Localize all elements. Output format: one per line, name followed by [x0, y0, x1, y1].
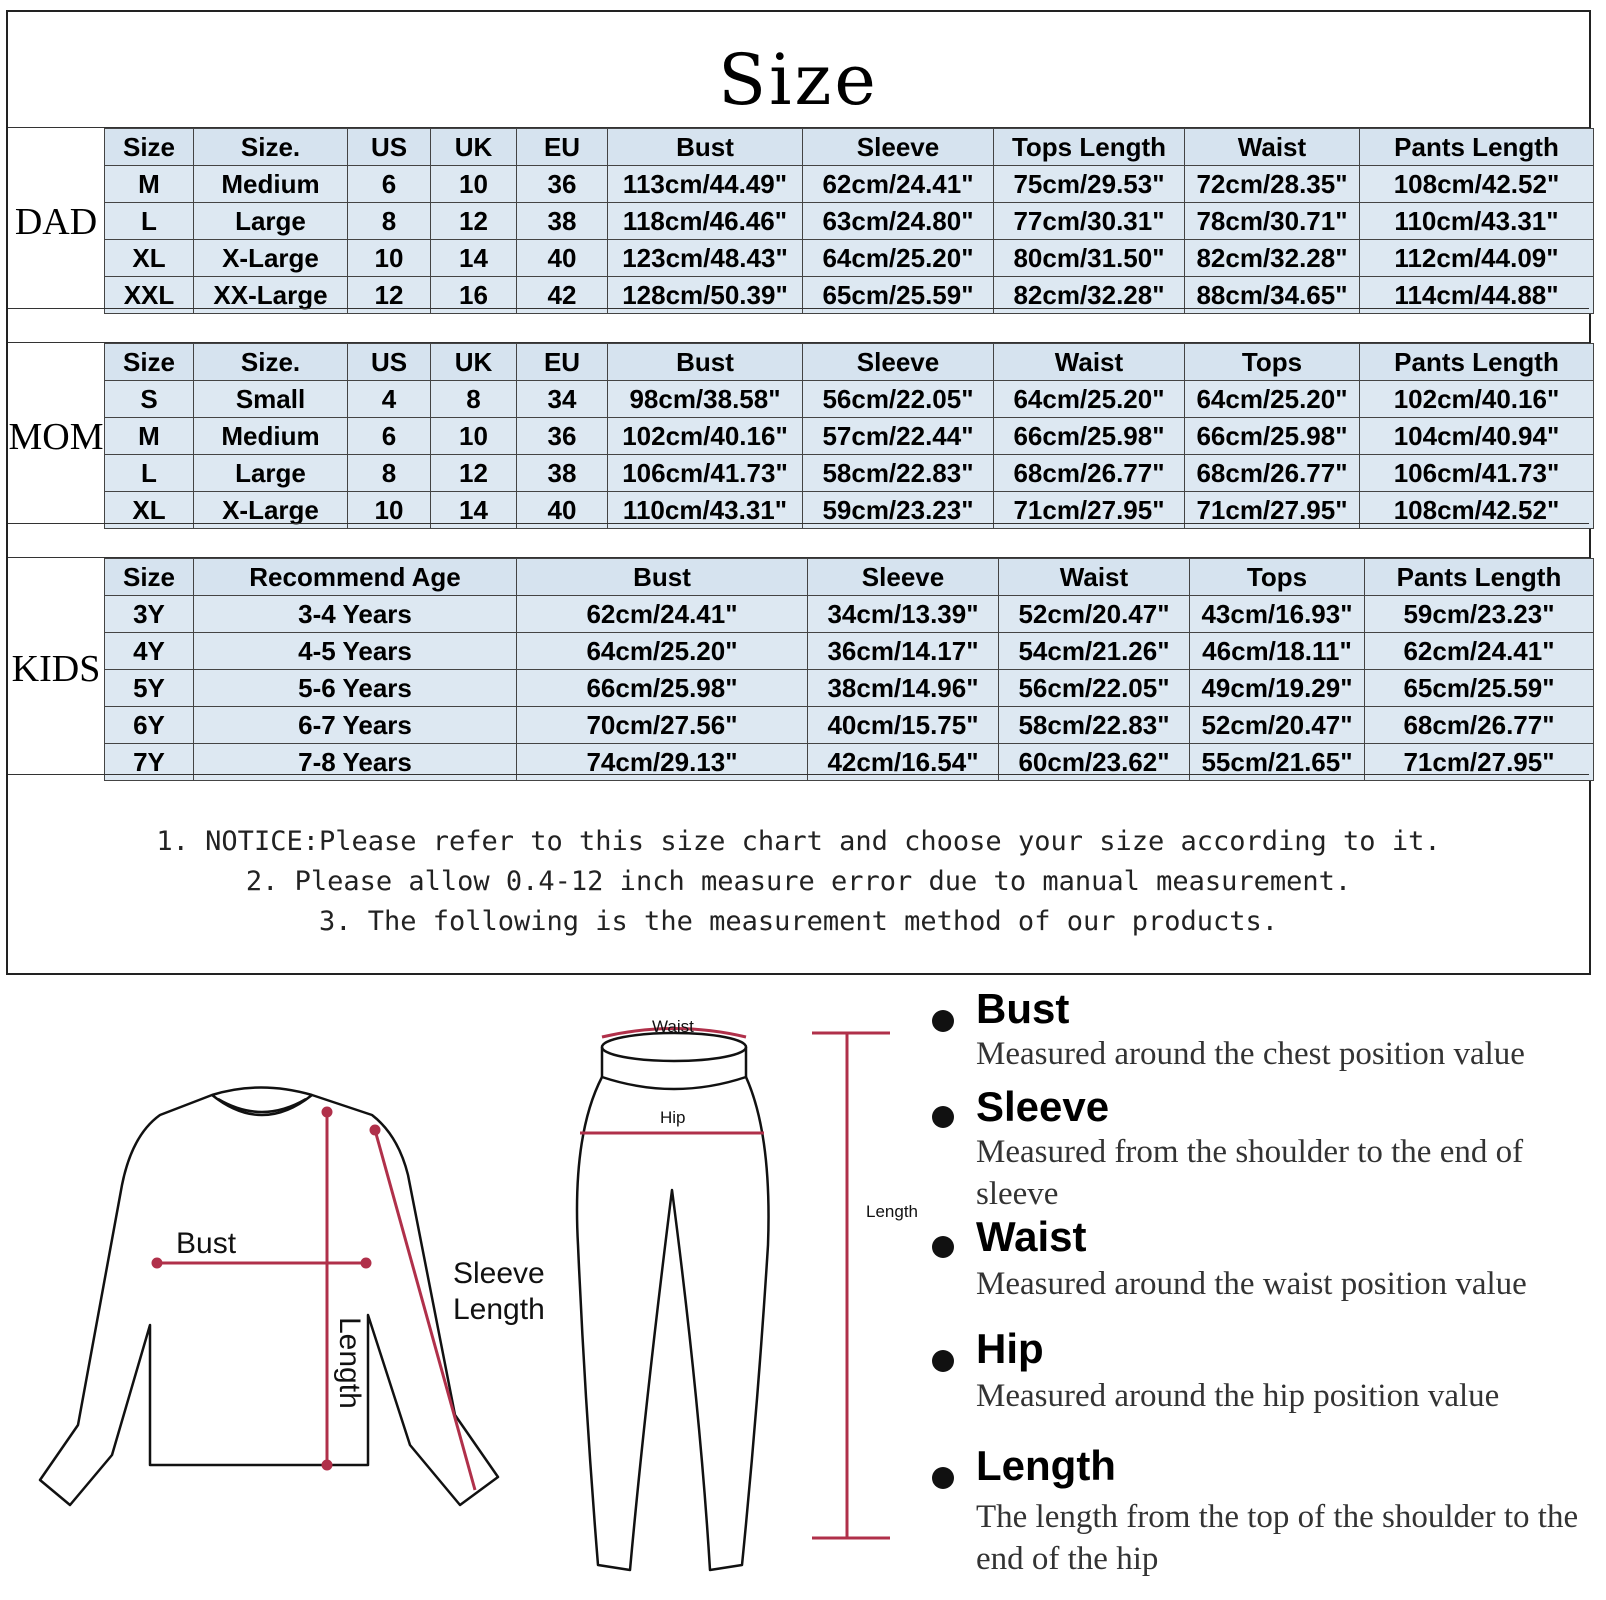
table-cell: 14	[431, 492, 517, 529]
table-cell: 71cm/27.95"	[1365, 744, 1594, 781]
table-cell: 10	[348, 492, 431, 529]
table-cell: 10	[348, 240, 431, 277]
column-header: EU	[517, 344, 608, 381]
table-cell: 10	[431, 166, 517, 203]
column-header: Waist	[999, 559, 1190, 596]
table-cell: 3Y	[105, 596, 194, 633]
table-cell: 98cm/38.58"	[608, 381, 803, 418]
table-cell: 106cm/41.73"	[1360, 455, 1594, 492]
table-row	[105, 418, 1594, 455]
table-header-row	[105, 129, 1594, 166]
bullet-icon	[932, 1106, 954, 1128]
table-cell: 36cm/14.17"	[808, 633, 999, 670]
size-chart	[6, 10, 1591, 975]
table-cell: 82cm/32.28"	[994, 277, 1185, 314]
column-header: UK	[431, 344, 517, 381]
table-cell: 113cm/44.49"	[608, 166, 803, 203]
column-header: Waist	[1185, 129, 1360, 166]
definition-sleeve	[920, 1083, 1600, 1213]
table-cell: 43cm/16.93"	[1190, 596, 1365, 633]
table-cell: XXL	[105, 277, 194, 314]
column-header: Sleeve	[803, 344, 994, 381]
column-header: Sleeve	[808, 559, 999, 596]
definition-term: Sleeve	[976, 1083, 1110, 1130]
table-cell: 12	[431, 455, 517, 492]
table-cell: 62cm/24.41"	[803, 166, 994, 203]
table-cell: 80cm/31.50"	[994, 240, 1185, 277]
table-cell: 64cm/25.20"	[994, 381, 1185, 418]
table-cell: 62cm/24.41"	[517, 596, 808, 633]
table-cell: 68cm/26.77"	[994, 455, 1185, 492]
table-cell: XL	[105, 240, 194, 277]
definition-term: Bust	[976, 985, 1070, 1032]
table-row	[105, 166, 1594, 203]
table-cell: 58cm/22.83"	[803, 455, 994, 492]
table-cell: Large	[194, 455, 348, 492]
table-cell: 64cm/25.20"	[1185, 381, 1360, 418]
column-header: Sleeve	[803, 129, 994, 166]
table-cell: 38	[517, 455, 608, 492]
measurement-guide	[0, 985, 1600, 1600]
table-cell: 68cm/26.77"	[1185, 455, 1360, 492]
table-row	[105, 596, 1594, 633]
table-cell: 110cm/43.31"	[1360, 203, 1594, 240]
bullet-icon	[932, 1010, 954, 1032]
table-cell: 42	[517, 277, 608, 314]
table-cell: 10	[431, 418, 517, 455]
section-label-kids: KIDS	[11, 648, 101, 690]
divider	[8, 308, 1589, 309]
kids-size-table	[104, 558, 1594, 781]
table-cell: 4	[348, 381, 431, 418]
table-cell: M	[105, 166, 194, 203]
column-header: Size.	[194, 344, 348, 381]
notice-line-3: 3. The following is the measurement method of our products.	[318, 906, 1279, 937]
pants-waist-label: Waist	[652, 1017, 694, 1036]
table-cell: 102cm/40.16"	[608, 418, 803, 455]
table-cell: 58cm/22.83"	[999, 707, 1190, 744]
column-header: Size	[105, 344, 194, 381]
table-cell: 16	[431, 277, 517, 314]
table-cell: Large	[194, 203, 348, 240]
table-cell: 112cm/44.09"	[1360, 240, 1594, 277]
table-cell: 6	[348, 418, 431, 455]
table-row	[105, 633, 1594, 670]
table-cell: 40cm/15.75"	[808, 707, 999, 744]
table-cell: 5-6 Years	[194, 670, 517, 707]
table-cell: 70cm/27.56"	[517, 707, 808, 744]
table-cell: 123cm/48.43"	[608, 240, 803, 277]
table-cell: 34cm/13.39"	[808, 596, 999, 633]
table-cell: M	[105, 418, 194, 455]
table-cell: 6-7 Years	[194, 707, 517, 744]
divider	[8, 523, 1589, 524]
table-cell: 72cm/28.35"	[1185, 166, 1360, 203]
column-header: Bust	[517, 559, 808, 596]
table-cell: 63cm/24.80"	[803, 203, 994, 240]
definition-term: Waist	[976, 1213, 1087, 1260]
definition-length	[920, 1442, 1600, 1600]
definition-bust	[920, 985, 1600, 1075]
table-cell: Medium	[194, 418, 348, 455]
table-cell: 62cm/24.41"	[1365, 633, 1594, 670]
table-cell: 12	[431, 203, 517, 240]
table-cell: 36	[517, 418, 608, 455]
table-cell: 114cm/44.88"	[1360, 277, 1594, 314]
column-header: Tops Length	[994, 129, 1185, 166]
bullet-icon	[932, 1236, 954, 1258]
table-cell: 78cm/30.71"	[1185, 203, 1360, 240]
table-cell: XX-Large	[194, 277, 348, 314]
table-cell: 66cm/25.98"	[517, 670, 808, 707]
table-cell: 7Y	[105, 744, 194, 781]
table-cell: 65cm/25.59"	[1365, 670, 1594, 707]
definition-term: Length	[976, 1442, 1116, 1489]
shirt-diagram	[40, 1088, 498, 1506]
table-cell: 66cm/25.98"	[1185, 418, 1360, 455]
table-cell: XL	[105, 492, 194, 529]
table-cell: S	[105, 381, 194, 418]
notice-line-1: 1. NOTICE:Please refer to this size chart and choose your size according to it.	[156, 826, 1441, 857]
table-cell: 110cm/43.31"	[608, 492, 803, 529]
column-header: Pants Length	[1365, 559, 1594, 596]
table-cell: 38	[517, 203, 608, 240]
table-cell: 14	[431, 240, 517, 277]
table-cell: 12	[348, 277, 431, 314]
table-cell: 77cm/30.31"	[994, 203, 1185, 240]
table-header-row	[105, 559, 1594, 596]
definition-desc: The length from the top of the shoulder to the end of the hip	[976, 1499, 1579, 1577]
table-cell: 88cm/34.65"	[1185, 277, 1360, 314]
table-cell: 108cm/42.52"	[1360, 492, 1594, 529]
table-cell: 57cm/22.44"	[803, 418, 994, 455]
dad-size-table	[104, 128, 1594, 314]
table-cell: 40	[517, 492, 608, 529]
table-cell: 128cm/50.39"	[608, 277, 803, 314]
table-cell: 6	[348, 166, 431, 203]
pants-length-label: Length	[866, 1202, 918, 1221]
bullet-icon	[932, 1350, 954, 1372]
definition-desc: Measured around the waist position value	[976, 1266, 1527, 1302]
table-cell: 64cm/25.20"	[517, 633, 808, 670]
bullet-icon	[932, 1467, 954, 1489]
table-cell: 38cm/14.96"	[808, 670, 999, 707]
pants-hip-label: Hip	[660, 1108, 686, 1127]
table-cell: Small	[194, 381, 348, 418]
definition-desc: Measured around the hip position value	[976, 1378, 1500, 1414]
table-cell: L	[105, 455, 194, 492]
pants-measure-lines	[580, 1029, 890, 1539]
table-cell: 60cm/23.62"	[999, 744, 1190, 781]
table-row	[105, 203, 1594, 240]
table-cell: 55cm/21.65"	[1190, 744, 1365, 781]
column-header: Pants Length	[1360, 129, 1594, 166]
table-cell: 59cm/23.23"	[803, 492, 994, 529]
table-row	[105, 455, 1594, 492]
table-row	[105, 240, 1594, 277]
table-cell: 4Y	[105, 633, 194, 670]
table-cell: 104cm/40.94"	[1360, 418, 1594, 455]
table-row	[105, 381, 1594, 418]
table-cell: 65cm/25.59"	[803, 277, 994, 314]
garment-diagram	[0, 985, 918, 1600]
table-cell: 82cm/32.28"	[1185, 240, 1360, 277]
table-cell: 36	[517, 166, 608, 203]
definition-desc: Measured from the shoulder to the end of sleeve	[976, 1134, 1524, 1212]
table-cell: 40	[517, 240, 608, 277]
table-cell: 59cm/23.23"	[1365, 596, 1594, 633]
shirt-bust-label: Bust	[176, 1227, 237, 1260]
table-cell: X-Large	[194, 492, 348, 529]
table-cell: 102cm/40.16"	[1360, 381, 1594, 418]
table-cell: L	[105, 203, 194, 240]
column-header: Size.	[194, 129, 348, 166]
shirt-length-label: Length	[333, 1317, 366, 1409]
column-header: US	[348, 344, 431, 381]
table-cell: 56cm/22.05"	[803, 381, 994, 418]
table-cell: 71cm/27.95"	[1185, 492, 1360, 529]
table-cell: 68cm/26.77"	[1365, 707, 1594, 744]
column-header: Recommend Age	[194, 559, 517, 596]
table-row	[105, 707, 1594, 744]
definition-term: Hip	[976, 1325, 1044, 1372]
table-cell: 118cm/46.46"	[608, 203, 803, 240]
table-cell: X-Large	[194, 240, 348, 277]
column-header: Waist	[994, 344, 1185, 381]
definition-waist	[920, 1213, 1600, 1323]
table-cell: 3-4 Years	[194, 596, 517, 633]
size-chart-title: Size	[718, 39, 879, 121]
table-cell: 8	[348, 455, 431, 492]
table-cell: 4-5 Years	[194, 633, 517, 670]
table-cell: 52cm/20.47"	[999, 596, 1190, 633]
table-row	[105, 670, 1594, 707]
table-cell: 46cm/18.11"	[1190, 633, 1365, 670]
table-cell: 54cm/21.26"	[999, 633, 1190, 670]
table-cell: 56cm/22.05"	[999, 670, 1190, 707]
table-cell: Medium	[194, 166, 348, 203]
table-cell: 8	[431, 381, 517, 418]
column-header: Size	[105, 559, 194, 596]
table-cell: 52cm/20.47"	[1190, 707, 1365, 744]
mom-size-table	[104, 343, 1594, 529]
section-label-mom: MOM	[8, 416, 104, 458]
table-cell: 106cm/41.73"	[608, 455, 803, 492]
definition-desc: Measured around the chest position value	[976, 1036, 1525, 1072]
table-cell: 108cm/42.52"	[1360, 166, 1594, 203]
column-header: Bust	[608, 129, 803, 166]
table-cell: 7-8 Years	[194, 744, 517, 781]
table-cell: 75cm/29.53"	[994, 166, 1185, 203]
column-header: EU	[517, 129, 608, 166]
table-cell: 66cm/25.98"	[994, 418, 1185, 455]
table-cell: 49cm/19.29"	[1190, 670, 1365, 707]
table-cell: 64cm/25.20"	[803, 240, 994, 277]
column-header: Pants Length	[1360, 344, 1594, 381]
table-cell: 71cm/27.95"	[994, 492, 1185, 529]
sleeve-label-line-1: Sleeve	[453, 1257, 545, 1290]
table-cell: 42cm/16.54"	[808, 744, 999, 781]
table-cell: 6Y	[105, 707, 194, 744]
column-header: US	[348, 129, 431, 166]
definition-hip	[920, 1325, 1600, 1435]
column-header: Tops	[1190, 559, 1365, 596]
table-cell: 8	[348, 203, 431, 240]
table-header-row	[105, 344, 1594, 381]
table-cell: 74cm/29.13"	[517, 744, 808, 781]
column-header: Bust	[608, 344, 803, 381]
column-header: UK	[431, 129, 517, 166]
column-header: Tops	[1185, 344, 1360, 381]
table-cell: 5Y	[105, 670, 194, 707]
notice-line-2: 2. Please allow 0.4-12 inch measure error due to manual measurement.	[245, 866, 1352, 897]
shirt-measure-lines	[153, 1108, 475, 1490]
column-header: Size	[105, 129, 194, 166]
sleeve-label-line-2: Length	[453, 1293, 545, 1326]
divider	[8, 774, 1589, 775]
table-cell: 34	[517, 381, 608, 418]
section-label-dad: DAD	[14, 201, 98, 243]
